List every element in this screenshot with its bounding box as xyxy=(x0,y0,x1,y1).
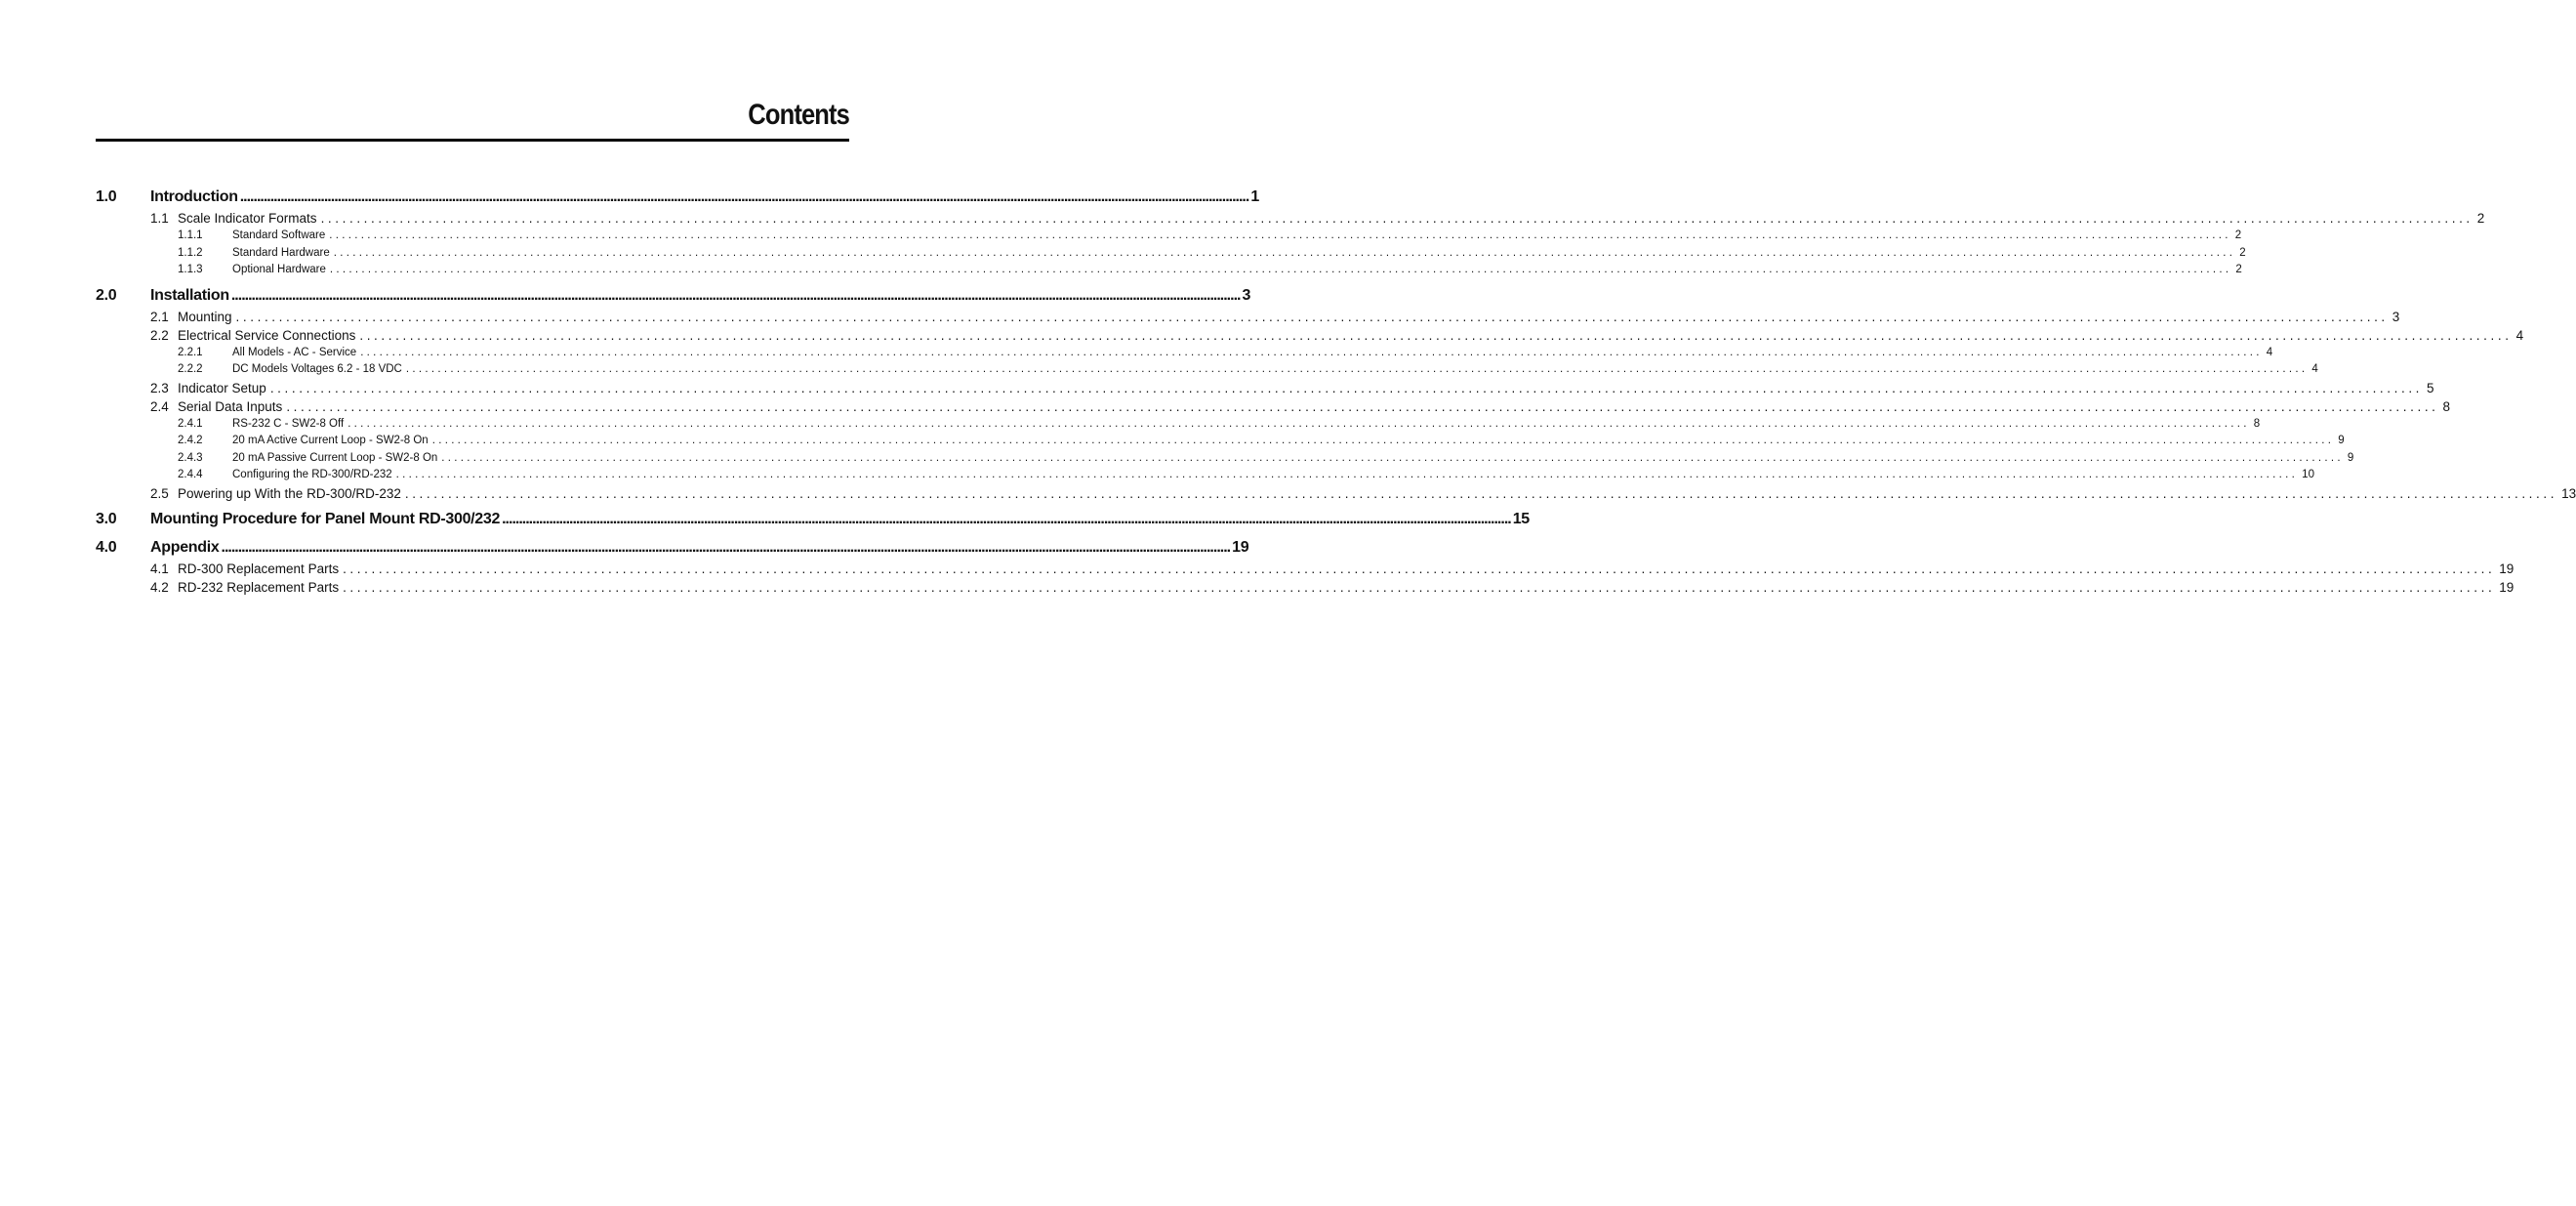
toc-entry-label: 20 mA Passive Current Loop - SW2-8 On xyxy=(232,451,438,464)
toc-entry-2-2-2[interactable] xyxy=(96,363,2318,381)
toc-entry-2-2[interactable] xyxy=(96,327,2524,347)
dot-leader: ............................................................................................................................................................................................................................................................................................................ xyxy=(441,451,2344,464)
toc-entry-page: 9 xyxy=(2338,435,2345,446)
toc-entry-page: 19 xyxy=(2499,561,2515,576)
dot-leader: ............................................................................................................................................................................................................................................................................................................ xyxy=(431,435,2335,446)
toc-entry-label: 20 mA Active Current Loop - SW2-8 On xyxy=(232,435,429,446)
toc-entry-2-0[interactable] xyxy=(96,286,1251,310)
toc-entry-page: 9 xyxy=(2347,451,2354,464)
toc-entry-label: RS-232 C - SW2-8 Off xyxy=(232,417,345,430)
toc-entry-number: 1.1.3 xyxy=(178,264,203,275)
toc-entry-page: 19 xyxy=(1232,538,1249,556)
toc-entry-label: Powering up With the RD-300/RD-232 xyxy=(178,485,401,501)
dot-leader: ............................................................................................................................................................................................................................................................................................................ xyxy=(286,398,2439,414)
toc-entry-number: 2.2.1 xyxy=(178,346,203,358)
toc-entry-number: 2.0 xyxy=(96,286,117,304)
dot-leader: ............................................................................................................................................................................................................................................................................................................ xyxy=(269,380,2424,395)
toc-entry-page: 8 xyxy=(2442,398,2451,414)
toc-entry-label: Serial Data Inputs xyxy=(178,398,283,414)
toc-entry-4-2[interactable] xyxy=(96,579,2515,599)
dot-leader: ............................................................................................................................................................................................................................................................................................................ xyxy=(404,485,2558,501)
toc-entry-number: 1.1.2 xyxy=(178,246,203,259)
toc-entry-2-5[interactable] xyxy=(96,485,2576,505)
toc-entry-page: 19 xyxy=(2499,579,2515,595)
toc-entry-1-1-2[interactable] xyxy=(96,246,2246,265)
toc-entry-number: 2.4 xyxy=(150,398,169,414)
dot-leader: ............................................................................................................................................................................................................................................................................................................ xyxy=(329,264,2232,275)
toc-entry-page: 2 xyxy=(2239,246,2246,259)
dot-leader: ............................................................................................................................................................................................................................................................................................................ xyxy=(343,561,2496,576)
toc-entry-label: Electrical Service Connections xyxy=(178,327,356,343)
toc-entry-2-4-3[interactable] xyxy=(96,451,2354,470)
toc-entry-number: 2.1 xyxy=(150,309,169,324)
toc-entry-page: 3 xyxy=(2392,309,2400,324)
dot-leader: ............................................................................................................................................................................................................................................................................................................ xyxy=(343,579,2496,595)
toc-entry-1-1[interactable] xyxy=(96,211,2485,229)
toc-entry-label: All Models - AC - Service xyxy=(232,346,357,358)
toc-entry-label: Mounting Procedure for Panel Mount RD-300/232 xyxy=(150,510,501,527)
toc-entry-page: 2 xyxy=(2235,264,2242,275)
dot-leader: ............................................................................................................................................................................................................................................................................................................ xyxy=(395,469,2299,480)
dot-leader: ............................................................................................................................................................................................................................................................................................................ xyxy=(360,346,2263,358)
toc-entry-page: 1 xyxy=(1250,188,1259,205)
toc-entry-page: 2 xyxy=(2234,229,2242,241)
toc-entry-label: Optional Hardware xyxy=(232,264,326,275)
toc-entry-3-0[interactable] xyxy=(96,510,1530,533)
toc-entry-label: Introduction xyxy=(150,188,238,205)
toc-entry-2-1[interactable] xyxy=(96,309,2400,328)
toc-entry-label: Standard Hardware xyxy=(232,246,330,259)
dot-leader: ............................................................................................................................................................................................................................................................................................................ xyxy=(405,363,2309,375)
toc-entry-number: 1.1 xyxy=(150,211,169,226)
toc-entry-number: 3.0 xyxy=(96,510,117,527)
toc-entry-number: 2.4.1 xyxy=(178,417,203,430)
toc-entry-number: 2.3 xyxy=(150,380,169,395)
toc-entry-label: Indicator Setup xyxy=(178,380,266,395)
toc-entry-number: 2.4.3 xyxy=(178,451,203,464)
toc-entry-label: Scale Indicator Formats xyxy=(178,211,317,226)
toc-entry-label: Standard Software xyxy=(232,229,326,241)
toc-entry-page: 4 xyxy=(2311,363,2318,375)
dot-leader: ............................................................................................................................................................................................................................................................................................................ xyxy=(235,309,2389,324)
toc-entry-number: 1.0 xyxy=(96,188,117,205)
dot-leader: ............................................................................................................................................................................................................................................................................................................ xyxy=(333,246,2236,259)
toc-entry-number: 1.1.1 xyxy=(178,229,203,241)
toc-entry-number: 2.2.2 xyxy=(178,363,203,375)
title-rule xyxy=(96,139,849,142)
toc-entry-number: 2.4.2 xyxy=(178,435,203,446)
toc-entry-2-2-1[interactable] xyxy=(96,346,2273,364)
toc-entry-label: Appendix xyxy=(150,538,220,556)
toc-entry-page: 13 xyxy=(2561,485,2576,501)
dot-leader: ............................................................................................................................................................................................................................................................................................................ xyxy=(230,286,1241,304)
toc-entry-page: 10 xyxy=(2302,469,2314,480)
toc-entry-page: 2 xyxy=(2476,211,2485,226)
toc-entry-label: RD-300 Replacement Parts xyxy=(178,561,340,576)
toc-entry-4-1[interactable] xyxy=(96,561,2515,580)
toc-entry-number: 2.2 xyxy=(150,327,169,343)
toc-entry-number: 2.4.4 xyxy=(178,469,203,480)
toc-entry-label: DC Models Voltages 6.2 - 18 VDC xyxy=(232,363,402,375)
dot-leader: ............................................................................................................................................................................................................................................................................................................ xyxy=(239,188,1249,205)
table-of-contents xyxy=(96,188,2576,599)
toc-entry-1-0[interactable] xyxy=(96,188,1259,211)
dot-leader: ............................................................................................................................................................................................................................................................................................................ xyxy=(359,327,2513,343)
toc-entry-2-4-4[interactable] xyxy=(96,469,2314,486)
toc-entry-2-3[interactable] xyxy=(96,380,2434,399)
dot-leader: ............................................................................................................................................................................................................................................................................................................ xyxy=(320,211,2474,226)
toc-entry-2-4-1[interactable] xyxy=(96,417,2261,436)
toc-entry-2-4-2[interactable] xyxy=(96,435,2345,452)
toc-entry-number: 4.1 xyxy=(150,561,169,576)
toc-entry-1-1-1[interactable] xyxy=(96,229,2242,247)
toc-entry-page: 4 xyxy=(2515,327,2524,343)
dot-leader: ............................................................................................................................................................................................................................................................................................................ xyxy=(329,229,2231,241)
toc-entry-label: Installation xyxy=(150,286,229,304)
page-title: Contents xyxy=(748,99,849,131)
dot-leader: ............................................................................................................................................................................................................................................................................................................ xyxy=(502,510,1511,527)
toc-entry-4-0[interactable] xyxy=(96,538,1249,561)
toc-entry-label: RD-232 Replacement Parts xyxy=(178,579,340,595)
toc-entry-number: 4.2 xyxy=(150,579,169,595)
dot-leader: ............................................................................................................................................................................................................................................................................................................ xyxy=(221,538,1231,556)
toc-entry-1-1-3[interactable] xyxy=(96,264,2242,281)
toc-entry-number: 2.5 xyxy=(150,485,169,501)
toc-entry-page: 5 xyxy=(2427,380,2434,395)
toc-entry-page: 3 xyxy=(1242,286,1251,304)
toc-entry-page: 15 xyxy=(1512,510,1530,527)
toc-entry-number: 4.0 xyxy=(96,538,117,556)
toc-entry-page: 8 xyxy=(2253,417,2261,430)
toc-entry-page: 4 xyxy=(2266,346,2273,358)
dot-leader: ............................................................................................................................................................................................................................................................................................................ xyxy=(348,417,2250,430)
toc-entry-2-4[interactable] xyxy=(96,398,2451,418)
toc-entry-label: Configuring the RD-300/RD-232 xyxy=(232,469,392,480)
toc-entry-label: Mounting xyxy=(178,309,232,324)
